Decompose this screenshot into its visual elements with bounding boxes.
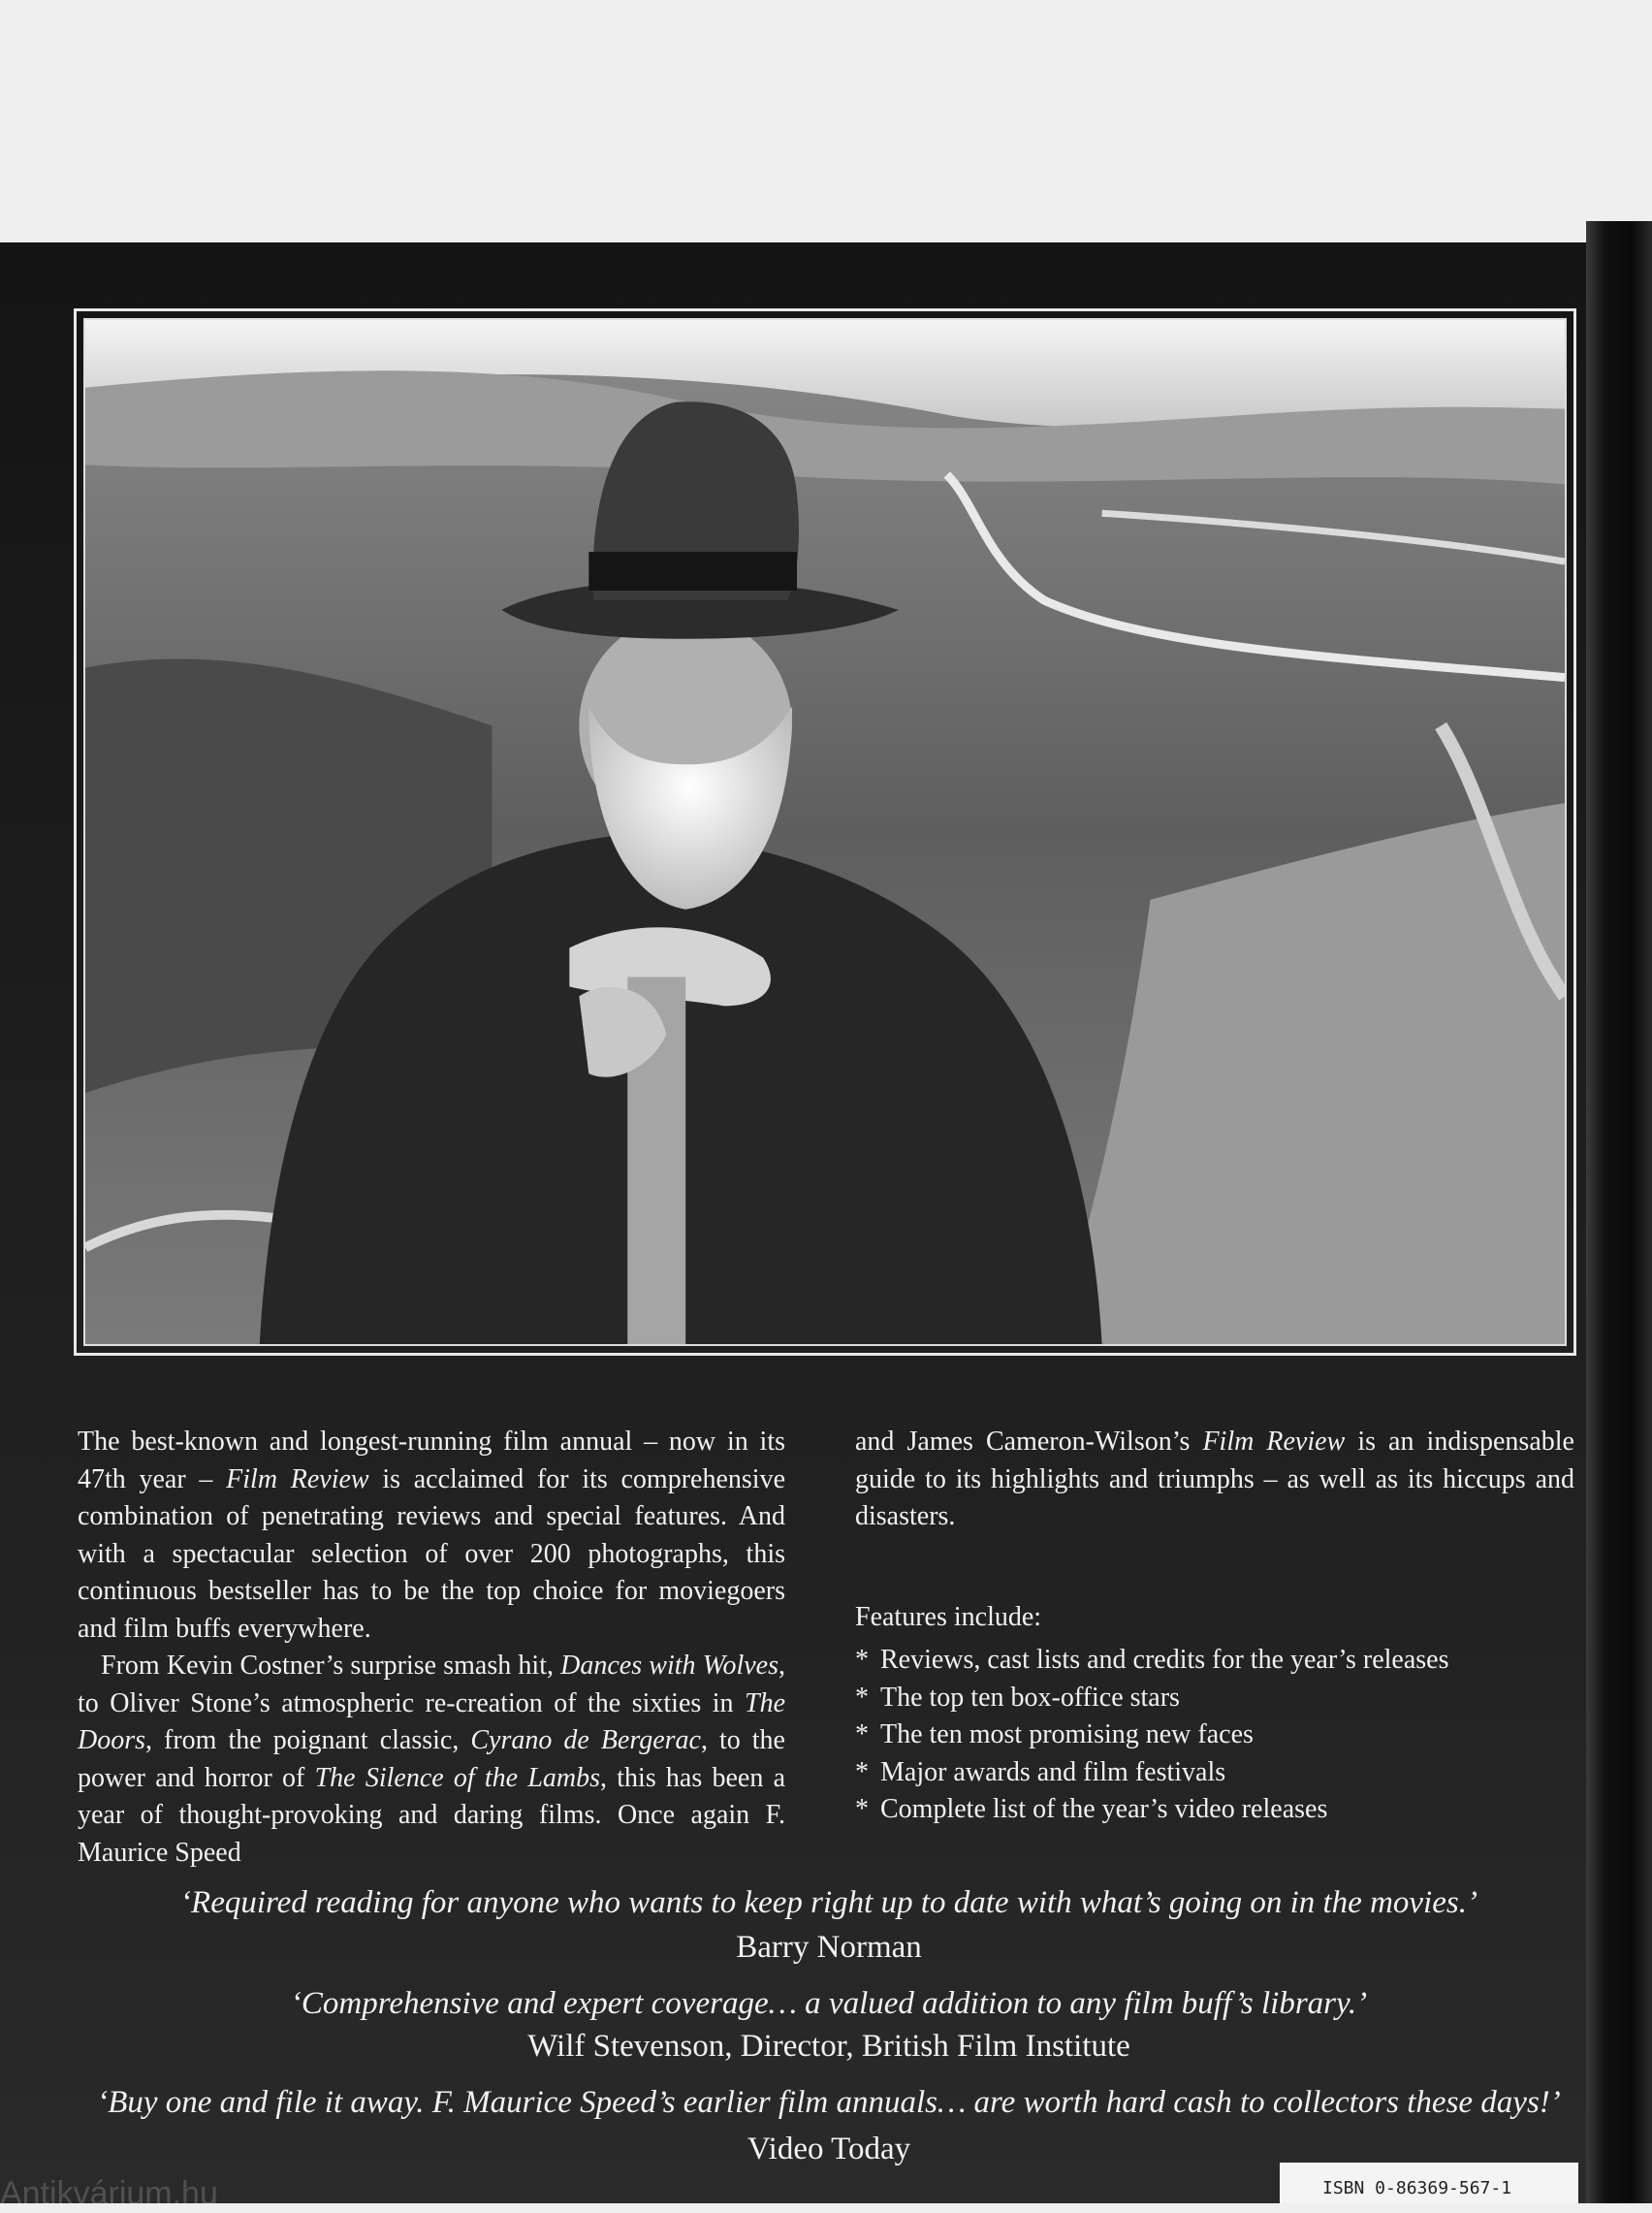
- bullet-star: *: [855, 1645, 869, 1675]
- films-text-3: , from the poignant classic,: [145, 1725, 471, 1755]
- bullet-star: *: [855, 1682, 869, 1713]
- bullet-star: *: [855, 1794, 869, 1824]
- film-title: The Doors: [78, 1687, 785, 1755]
- review-source-2: Wilf Stevenson, Director, British Film Institute: [527, 2029, 1130, 2064]
- book-title: Film Review: [226, 1463, 369, 1494]
- feature-text: The top ten box-office stars: [880, 1682, 1180, 1713]
- feature-text: The ten most promising new faces: [880, 1719, 1254, 1749]
- bullet-star: *: [855, 1756, 869, 1787]
- film-title: The Silence of the Lambs: [314, 1762, 601, 1793]
- feature-text: Complete list of the year’s video releases: [880, 1794, 1328, 1824]
- review-quote-2: ‘Comprehensive and expert coverage… a valued addition to any film buff’s library.’: [290, 1986, 1368, 2021]
- films-text-2: , to Oliver Stone’s atmospheric re-creation of the sixties in: [78, 1651, 785, 1718]
- features-heading: Features include:: [855, 1602, 1042, 1632]
- feature-item: [855, 1791, 1449, 1829]
- continuation-text-1: and James Cameron-Wilson’s: [855, 1427, 1203, 1457]
- bullet-star: *: [855, 1719, 869, 1749]
- feature-item: [855, 1642, 1449, 1680]
- intro-text-1: The best-known and longest-running film annual – now in its 47th year –: [78, 1427, 785, 1494]
- description-left-column: [78, 1424, 785, 1872]
- feature-item: [855, 1754, 1449, 1792]
- watermark: Antikvárium.hu: [0, 2175, 218, 2212]
- feature-text: Reviews, cast lists and credits for the year’s releases: [880, 1645, 1449, 1675]
- film-title: Cyrano de Bergerac: [470, 1725, 701, 1755]
- cover-photo: [83, 318, 1567, 1346]
- old-man-landscape-photo: [85, 320, 1565, 1344]
- feature-item: [855, 1680, 1449, 1717]
- description-right-column: [855, 1424, 1574, 1536]
- films-text-4: , to the power and horror of: [78, 1725, 785, 1793]
- book-title: Film Review: [1202, 1427, 1346, 1457]
- features-list: [855, 1642, 1449, 1829]
- review-source-1: Barry Norman: [736, 1930, 922, 1965]
- review-source-3: Video Today: [747, 2132, 911, 2166]
- review-quote-1: ‘Required reading for anyone who wants to keep right up to date with what’s going on in the movies.’: [180, 1885, 1477, 1920]
- films-text-5: , this has been a year of thought-provoking and daring films. Once again F. Maurice Speed: [78, 1762, 785, 1868]
- isbn-label: ISBN 0-86369-567-1: [1280, 2163, 1578, 2203]
- cover-photo-frame: [74, 308, 1576, 1356]
- continuation-text-2: is an indispensable guide to its highlights and triumphs – as well as its hiccups and disasters.: [855, 1427, 1574, 1531]
- continuation-paragraph: [855, 1424, 1574, 1536]
- intro-text-2: is acclaimed for its comprehensive combination of penetrating reviews and special features. And with a spectacular selection of over 200 photographs, this continuous bestseller has to be the top choice for moviegoers and film buffs everywhere.: [78, 1463, 785, 1644]
- films-paragraph: [78, 1648, 785, 1872]
- intro-paragraph: [78, 1424, 785, 1648]
- review-quote-3: ‘Buy one and file it away. F. Maurice Speed’s earlier film annuals… are worth hard cash to collectors these days!’: [97, 2085, 1561, 2120]
- feature-item: [855, 1716, 1449, 1754]
- feature-text: Major awards and film festivals: [880, 1756, 1226, 1787]
- films-text-1: From Kevin Costner’s surprise smash hit,: [101, 1651, 561, 1681]
- film-title: Dances with Wolves: [560, 1651, 778, 1681]
